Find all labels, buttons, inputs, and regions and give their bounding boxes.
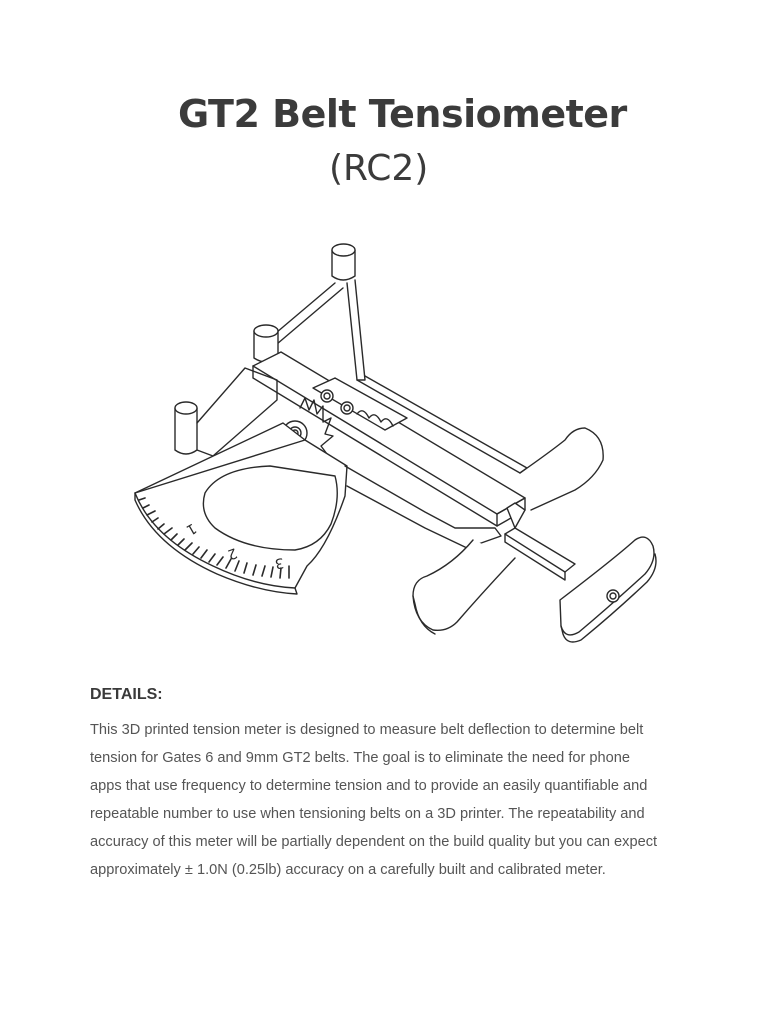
tensiometer-drawing — [95, 228, 680, 668]
details-line: This 3D printed tension meter is designed to measure belt deflection to determine belt — [90, 722, 644, 738]
dial-mark-2: 2 — [225, 544, 240, 563]
dial-mark-1: 1 — [183, 519, 199, 538]
details-line: repeatable number to use when tensioning belts on a 3D printer. The repeatability and — [90, 806, 645, 822]
details-line: tension for Gates 6 and 9mm GT2 belts. The goal is to eliminate the need for phone — [90, 750, 631, 766]
details-line: accuracy of this meter will be partially dependent on the build quality but you can expect — [90, 834, 658, 850]
details-heading: DETAILS: — [90, 686, 163, 703]
tensiometer-illustration — [95, 228, 680, 668]
details-paragraph — [90, 716, 690, 884]
slider-t-handle — [505, 528, 656, 642]
dial-plate — [135, 440, 347, 594]
left-handle — [413, 540, 515, 634]
page-title: GT2 Belt Tensiometer — [178, 92, 627, 136]
details-line: apps that use frequency to determine tension and to provide an easily quantifiable and — [90, 778, 648, 794]
dial-mark-3: 3 — [273, 554, 286, 572]
right-handle — [520, 428, 603, 510]
details-line: approximately ± 1.0N (0.25lb) accuracy on a carefully built and calibrated meter. — [90, 862, 606, 878]
page-subtitle: (RC2) — [329, 148, 429, 189]
